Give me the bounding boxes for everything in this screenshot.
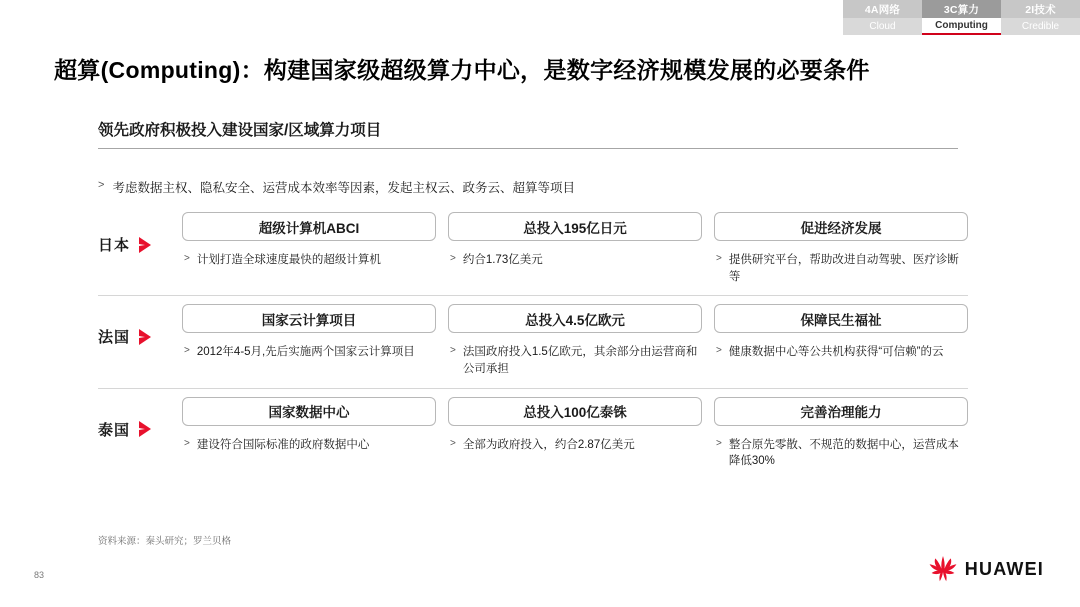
arrow-right-icon xyxy=(138,420,154,438)
country-rows xyxy=(98,204,968,480)
page-number: 83 xyxy=(34,570,45,580)
card-description xyxy=(182,344,436,361)
section-header xyxy=(98,118,958,149)
bullet-icon: > xyxy=(184,437,190,449)
card-description xyxy=(182,437,436,454)
card xyxy=(448,397,702,470)
card xyxy=(714,304,968,377)
arrow-right-icon xyxy=(138,328,154,346)
table-row xyxy=(98,389,968,480)
card-description-text: 建设符合国际标准的政府数据中心 xyxy=(196,438,370,451)
card-title: 总投入4.5亿欧元 xyxy=(448,304,702,333)
bullet-icon: > xyxy=(184,345,190,357)
huawei-wordmark: HUAWEI xyxy=(964,558,1044,579)
row-label xyxy=(98,397,182,440)
country-name: 泰国 xyxy=(98,421,131,439)
card-description-text: 健康数据中心等公共机构获得“可信赖”的云 xyxy=(728,346,944,359)
row-label xyxy=(98,304,182,347)
intro-bullet xyxy=(98,178,968,196)
bullet-icon: > xyxy=(716,437,722,449)
bullet-icon: > xyxy=(716,253,722,264)
card xyxy=(182,212,436,285)
card-description xyxy=(448,252,702,269)
card-description-text: 约合1.73亿美元 xyxy=(462,254,543,266)
card-description xyxy=(182,252,436,269)
row-cards xyxy=(182,397,968,470)
section-divider xyxy=(98,148,958,149)
card-title: 国家云计算项目 xyxy=(182,304,436,333)
top-tab-bar xyxy=(843,0,1080,18)
card-description xyxy=(448,437,702,454)
row-cards xyxy=(182,304,968,377)
table-row xyxy=(98,204,968,296)
card xyxy=(714,397,968,470)
card-description-text: 整合原先零散、不规范的数据中心，运营成本降低30% xyxy=(728,438,959,468)
top-tab-2i[interactable]: 2I技术 xyxy=(1001,0,1080,18)
card xyxy=(448,304,702,377)
card xyxy=(448,212,702,285)
card-title: 超级计算机ABCI xyxy=(182,212,436,241)
page-title: 超算(Computing)：构建国家级超级算力中心，是数字经济规模发展的必要条件 xyxy=(54,57,870,83)
card-description-text: 全部为政府投入，约合2.87亿美元 xyxy=(462,438,635,451)
bullet-icon: > xyxy=(450,253,456,264)
card-description xyxy=(714,344,968,361)
row-cards xyxy=(182,212,968,285)
bullet-icon: > xyxy=(716,345,722,357)
card-title: 总投入195亿日元 xyxy=(448,212,702,241)
bullet-icon: > xyxy=(450,345,456,357)
huawei-flower-icon xyxy=(928,556,958,582)
arrow-right-icon xyxy=(138,236,154,254)
top-tab-3c[interactable]: 3C算力 xyxy=(922,0,1001,18)
source-note: 资料来源：秦头研究；罗兰贝格 xyxy=(98,536,232,547)
country-name: 法国 xyxy=(98,329,131,347)
card xyxy=(182,397,436,470)
card xyxy=(182,304,436,377)
section-header-label: 领先政府积极投入建设国家/区域算力项目 xyxy=(98,122,382,139)
card-description xyxy=(714,252,968,285)
card-description-text: 提供研究平台，帮助改进自动驾驶、医疗诊断等 xyxy=(728,254,959,283)
card-title: 保障民生福祉 xyxy=(714,304,968,333)
card xyxy=(714,212,968,285)
card-description-text: 法国政府投入1.5亿欧元，其余部分由运营商和公司承担 xyxy=(462,346,698,376)
bullet-icon: > xyxy=(450,437,456,449)
card-description-text: 2012年4-5月,先后实施两个国家云计算项目 xyxy=(196,346,415,359)
intro-bullet-text: 考虑数据主权、隐私安全、运营成本效率等因素，发起主权云、政务云、超算等项目 xyxy=(112,181,575,195)
top-tab-4a[interactable]: 4A网络 xyxy=(843,0,922,18)
row-label xyxy=(98,212,182,255)
card-description-text: 计划打造全球速度最快的超级计算机 xyxy=(196,254,381,266)
table-row xyxy=(98,296,968,388)
bullet-icon: > xyxy=(184,253,190,264)
card-title: 完善治理能力 xyxy=(714,397,968,426)
bullet-icon: > xyxy=(98,179,105,191)
sub-tab-bar xyxy=(843,18,1080,35)
card-description xyxy=(714,437,968,470)
card-title: 促进经济发展 xyxy=(714,212,968,241)
card-title: 总投入100亿泰铢 xyxy=(448,397,702,426)
sub-tab-computing[interactable]: Computing xyxy=(922,18,1001,35)
huawei-logo xyxy=(928,556,1044,582)
sub-tab-credible[interactable]: Credible xyxy=(1001,18,1080,35)
card-description xyxy=(448,344,702,377)
sub-tab-cloud[interactable]: Cloud xyxy=(843,18,922,35)
card-title: 国家数据中心 xyxy=(182,397,436,426)
country-name: 日本 xyxy=(98,237,131,254)
